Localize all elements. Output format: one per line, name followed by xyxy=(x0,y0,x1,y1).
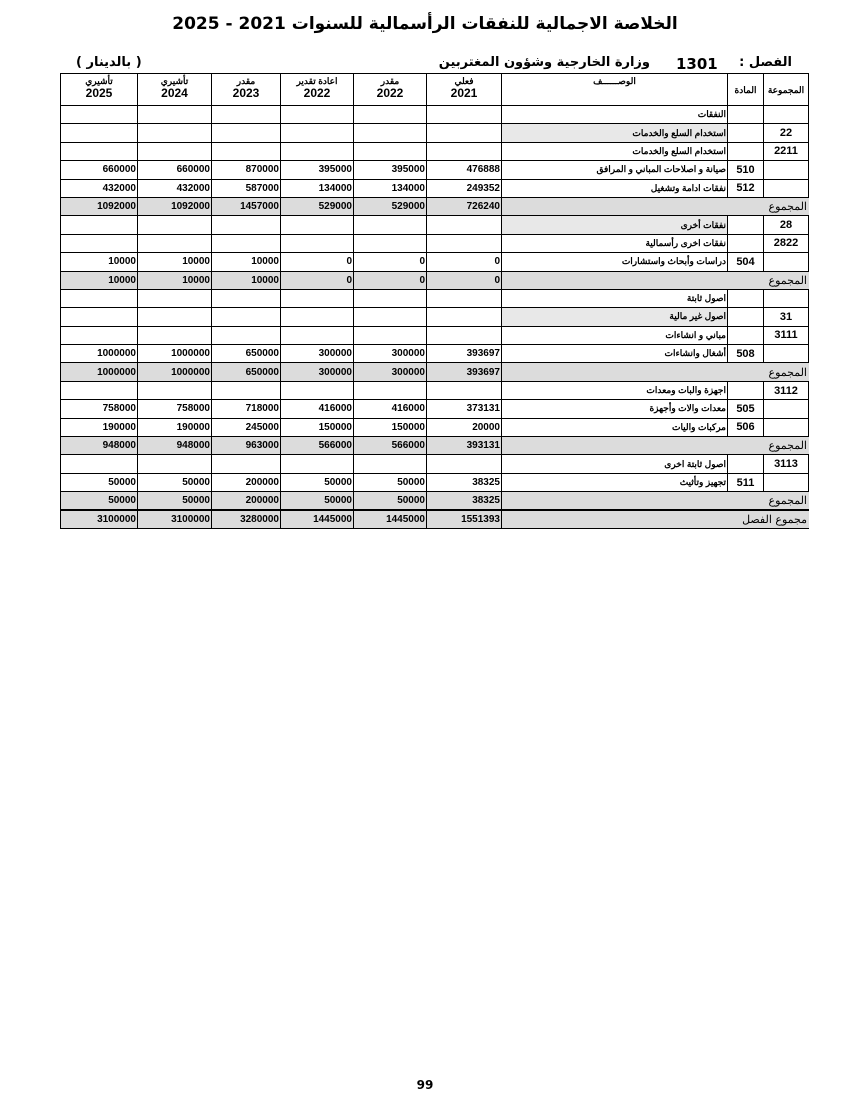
table-row xyxy=(61,106,809,124)
subtotal-row xyxy=(61,197,809,215)
item-code-cell: 512 xyxy=(728,179,764,197)
value-cell: 1092000 xyxy=(138,197,212,215)
value-cell: 758000 xyxy=(138,400,212,418)
value-cell xyxy=(427,234,502,252)
value-cell xyxy=(427,216,502,234)
value-cell xyxy=(61,142,138,160)
value-cell: 10000 xyxy=(212,253,281,271)
description-cell: تجهيز وتأثيث xyxy=(502,473,728,491)
value-cell xyxy=(61,106,138,124)
value-cell: 50000 xyxy=(61,492,138,510)
value-cell: 529000 xyxy=(354,197,427,215)
value-cell: 0 xyxy=(281,253,354,271)
value-cell: 0 xyxy=(354,271,427,289)
value-cell: 50000 xyxy=(138,492,212,510)
value-cell: 50000 xyxy=(281,473,354,491)
value-cell xyxy=(138,216,212,234)
value-cell: 1445000 xyxy=(354,510,427,528)
value-cell xyxy=(212,308,281,326)
value-cell xyxy=(138,326,212,344)
total-label: المجموع xyxy=(502,363,809,381)
table-row xyxy=(61,418,809,436)
column-header: مقدر 2022 xyxy=(354,74,427,106)
table-row xyxy=(61,161,809,179)
table-row xyxy=(61,124,809,142)
value-cell: 870000 xyxy=(212,161,281,179)
subtotal-row xyxy=(61,271,809,289)
value-cell xyxy=(138,124,212,142)
value-cell: 1000000 xyxy=(61,363,138,381)
value-cell: 416000 xyxy=(354,400,427,418)
description-cell: استخدام السلع والخدمات xyxy=(502,124,728,142)
table-row xyxy=(61,326,809,344)
value-cell xyxy=(427,381,502,399)
value-cell: 10000 xyxy=(138,271,212,289)
item-code-cell: 511 xyxy=(728,473,764,491)
table-row xyxy=(61,381,809,399)
value-cell xyxy=(354,142,427,160)
description-cell: النفقات xyxy=(502,106,728,124)
table-header-row xyxy=(61,74,809,106)
value-cell xyxy=(138,289,212,307)
value-cell: 0 xyxy=(427,271,502,289)
item-code-cell xyxy=(728,234,764,252)
group-code-cell xyxy=(764,289,809,307)
value-cell xyxy=(61,234,138,252)
value-cell: 249352 xyxy=(427,179,502,197)
value-cell: 529000 xyxy=(281,197,354,215)
value-cell: 1457000 xyxy=(212,197,281,215)
group-code-cell xyxy=(764,106,809,124)
description-cell: معدات والات وأجهزة xyxy=(502,400,728,418)
item-code-cell xyxy=(728,326,764,344)
description-cell: اصول ثابتة اخرى xyxy=(502,455,728,473)
value-cell xyxy=(212,106,281,124)
value-cell xyxy=(61,455,138,473)
description-cell: صيانة و اصلاحات المباني و المرافق xyxy=(502,161,728,179)
value-cell: 0 xyxy=(427,253,502,271)
description-cell: اجهزة والبات ومعدات xyxy=(502,381,728,399)
value-cell: 300000 xyxy=(354,363,427,381)
value-cell: 134000 xyxy=(354,179,427,197)
value-cell: 300000 xyxy=(354,345,427,363)
value-cell xyxy=(61,216,138,234)
value-cell xyxy=(354,234,427,252)
value-cell xyxy=(354,289,427,307)
value-cell: 1445000 xyxy=(281,510,354,528)
value-cell xyxy=(281,289,354,307)
value-cell xyxy=(212,326,281,344)
value-cell xyxy=(212,381,281,399)
value-cell: 3280000 xyxy=(212,510,281,528)
value-cell: 50000 xyxy=(61,473,138,491)
value-cell: 190000 xyxy=(61,418,138,436)
value-cell xyxy=(281,106,354,124)
value-cell: 948000 xyxy=(61,437,138,455)
group-code-cell: 2211 xyxy=(764,142,809,160)
ministry-name: وزارة الخارجية وشؤون المغتربين xyxy=(438,55,650,70)
value-cell: 50000 xyxy=(138,473,212,491)
value-cell: 476888 xyxy=(427,161,502,179)
value-cell: 416000 xyxy=(281,400,354,418)
value-cell xyxy=(212,216,281,234)
group-code-cell: 2822 xyxy=(764,234,809,252)
grand-total-row xyxy=(61,510,809,528)
subtotal-row xyxy=(61,363,809,381)
value-cell: 0 xyxy=(354,253,427,271)
group-code-cell xyxy=(764,345,809,363)
value-cell xyxy=(281,455,354,473)
budget-table xyxy=(60,73,809,529)
value-cell: 650000 xyxy=(212,363,281,381)
value-cell xyxy=(427,455,502,473)
column-header-description: الوصــــــف xyxy=(502,74,728,106)
value-cell: 200000 xyxy=(212,473,281,491)
value-cell xyxy=(427,106,502,124)
total-label: المجموع xyxy=(502,492,809,510)
value-cell xyxy=(61,124,138,142)
item-code-cell: 510 xyxy=(728,161,764,179)
value-cell xyxy=(354,381,427,399)
value-cell: 38325 xyxy=(427,473,502,491)
item-code-cell xyxy=(728,216,764,234)
value-cell xyxy=(427,326,502,344)
value-cell: 20000 xyxy=(427,418,502,436)
item-code-cell: 504 xyxy=(728,253,764,271)
value-cell xyxy=(212,234,281,252)
group-code-cell xyxy=(764,400,809,418)
chapter-code: 1301 xyxy=(676,55,718,73)
table-row xyxy=(61,308,809,326)
value-cell xyxy=(61,326,138,344)
value-cell: 373131 xyxy=(427,400,502,418)
value-cell: 150000 xyxy=(354,418,427,436)
value-cell: 758000 xyxy=(61,400,138,418)
value-cell: 963000 xyxy=(212,437,281,455)
description-cell: اصول غير مالية xyxy=(502,308,728,326)
value-cell: 393697 xyxy=(427,345,502,363)
value-cell: 718000 xyxy=(212,400,281,418)
value-cell: 948000 xyxy=(138,437,212,455)
item-code-cell xyxy=(728,308,764,326)
value-cell xyxy=(138,106,212,124)
value-cell xyxy=(427,142,502,160)
value-cell xyxy=(354,326,427,344)
column-header: اعادة تقدير 2022 xyxy=(281,74,354,106)
value-cell xyxy=(212,289,281,307)
value-cell xyxy=(212,124,281,142)
value-cell xyxy=(138,455,212,473)
total-label: المجموع xyxy=(502,271,809,289)
column-header: تأشيري 2025 xyxy=(61,74,138,106)
value-cell: 432000 xyxy=(61,179,138,197)
column-header: فعلي 2021 xyxy=(427,74,502,106)
description-cell: نفقات أخرى xyxy=(502,216,728,234)
value-cell: 660000 xyxy=(138,161,212,179)
column-header-group: المجموعة xyxy=(764,74,809,106)
value-cell xyxy=(138,381,212,399)
value-cell: 1092000 xyxy=(61,197,138,215)
group-code-cell: 31 xyxy=(764,308,809,326)
item-code-cell xyxy=(728,142,764,160)
value-cell xyxy=(61,308,138,326)
value-cell: 50000 xyxy=(354,492,427,510)
value-cell: 1000000 xyxy=(138,363,212,381)
description-cell: مركبات واليات xyxy=(502,418,728,436)
item-code-cell xyxy=(728,381,764,399)
value-cell xyxy=(354,216,427,234)
page-number: 99 xyxy=(416,1078,434,1092)
total-label: مجموع الفصل xyxy=(502,510,809,528)
currency-note: ( بالدينار ) xyxy=(76,55,142,70)
description-cell: استخدام السلع والخدمات xyxy=(502,142,728,160)
value-cell: 300000 xyxy=(281,363,354,381)
value-cell: 650000 xyxy=(212,345,281,363)
column-header: تأشيري 2024 xyxy=(138,74,212,106)
page-title: الخلاصة الاجمالية للنفقات الرأسمالية للسنوات 2021 - 2025 xyxy=(172,14,678,34)
description-cell: اصول ثابتة xyxy=(502,289,728,307)
group-code-cell xyxy=(764,179,809,197)
subtotal-row xyxy=(61,437,809,455)
value-cell: 190000 xyxy=(138,418,212,436)
value-cell xyxy=(212,455,281,473)
value-cell: 1551393 xyxy=(427,510,502,528)
table-row xyxy=(61,216,809,234)
item-code-cell xyxy=(728,455,764,473)
item-code-cell xyxy=(728,289,764,307)
item-code-cell: 506 xyxy=(728,418,764,436)
value-cell: 726240 xyxy=(427,197,502,215)
value-cell: 150000 xyxy=(281,418,354,436)
group-code-cell xyxy=(764,473,809,491)
table-row xyxy=(61,345,809,363)
subtotal-row xyxy=(61,492,809,510)
total-label: المجموع xyxy=(502,197,809,215)
value-cell xyxy=(281,326,354,344)
value-cell: 393697 xyxy=(427,363,502,381)
value-cell xyxy=(354,455,427,473)
table-row xyxy=(61,179,809,197)
value-cell xyxy=(281,142,354,160)
description-cell: دراسات وأبحاث واستشارات xyxy=(502,253,728,271)
chapter-label: الفصل : xyxy=(739,55,792,70)
group-code-cell xyxy=(764,418,809,436)
group-code-cell xyxy=(764,253,809,271)
value-cell: 10000 xyxy=(61,253,138,271)
value-cell: 300000 xyxy=(281,345,354,363)
value-cell xyxy=(281,308,354,326)
value-cell xyxy=(281,234,354,252)
value-cell: 10000 xyxy=(138,253,212,271)
value-cell xyxy=(281,124,354,142)
value-cell xyxy=(354,124,427,142)
item-code-cell xyxy=(728,124,764,142)
value-cell xyxy=(427,124,502,142)
value-cell: 10000 xyxy=(61,271,138,289)
value-cell xyxy=(427,308,502,326)
column-header-item: المادة xyxy=(728,74,764,106)
item-code-cell: 505 xyxy=(728,400,764,418)
value-cell: 566000 xyxy=(354,437,427,455)
value-cell xyxy=(138,308,212,326)
value-cell: 1000000 xyxy=(61,345,138,363)
value-cell: 1000000 xyxy=(138,345,212,363)
value-cell: 50000 xyxy=(281,492,354,510)
value-cell: 3100000 xyxy=(138,510,212,528)
value-cell: 245000 xyxy=(212,418,281,436)
value-cell: 200000 xyxy=(212,492,281,510)
value-cell: 660000 xyxy=(61,161,138,179)
description-cell: نفقات ادامة وتشغيل xyxy=(502,179,728,197)
table-row xyxy=(61,473,809,491)
table-body xyxy=(61,106,809,529)
value-cell xyxy=(281,216,354,234)
group-code-cell xyxy=(764,161,809,179)
group-code-cell: 22 xyxy=(764,124,809,142)
table-row xyxy=(61,400,809,418)
value-cell: 10000 xyxy=(212,271,281,289)
value-cell: 3100000 xyxy=(61,510,138,528)
column-header: مقدر 2023 xyxy=(212,74,281,106)
value-cell xyxy=(138,234,212,252)
value-cell: 566000 xyxy=(281,437,354,455)
value-cell xyxy=(354,106,427,124)
value-cell: 38325 xyxy=(427,492,502,510)
value-cell xyxy=(427,289,502,307)
value-cell xyxy=(354,308,427,326)
table-row xyxy=(61,253,809,271)
total-label: المجموع xyxy=(502,437,809,455)
value-cell xyxy=(212,142,281,160)
description-cell: نفقات اخرى رأسمالية xyxy=(502,234,728,252)
group-code-cell: 28 xyxy=(764,216,809,234)
value-cell: 432000 xyxy=(138,179,212,197)
table-row xyxy=(61,142,809,160)
value-cell: 395000 xyxy=(354,161,427,179)
table-row xyxy=(61,234,809,252)
description-cell: أشغال وانشاءات xyxy=(502,345,728,363)
group-code-cell: 3111 xyxy=(764,326,809,344)
table-row xyxy=(61,455,809,473)
item-code-cell xyxy=(728,106,764,124)
table-row xyxy=(61,289,809,307)
value-cell: 134000 xyxy=(281,179,354,197)
value-cell: 393131 xyxy=(427,437,502,455)
value-cell: 0 xyxy=(281,271,354,289)
description-cell: مباني و انشاءات xyxy=(502,326,728,344)
group-code-cell: 3112 xyxy=(764,381,809,399)
value-cell: 395000 xyxy=(281,161,354,179)
group-code-cell: 3113 xyxy=(764,455,809,473)
value-cell xyxy=(281,381,354,399)
value-cell: 587000 xyxy=(212,179,281,197)
item-code-cell: 508 xyxy=(728,345,764,363)
value-cell xyxy=(138,142,212,160)
value-cell xyxy=(61,381,138,399)
value-cell xyxy=(61,289,138,307)
value-cell: 50000 xyxy=(354,473,427,491)
